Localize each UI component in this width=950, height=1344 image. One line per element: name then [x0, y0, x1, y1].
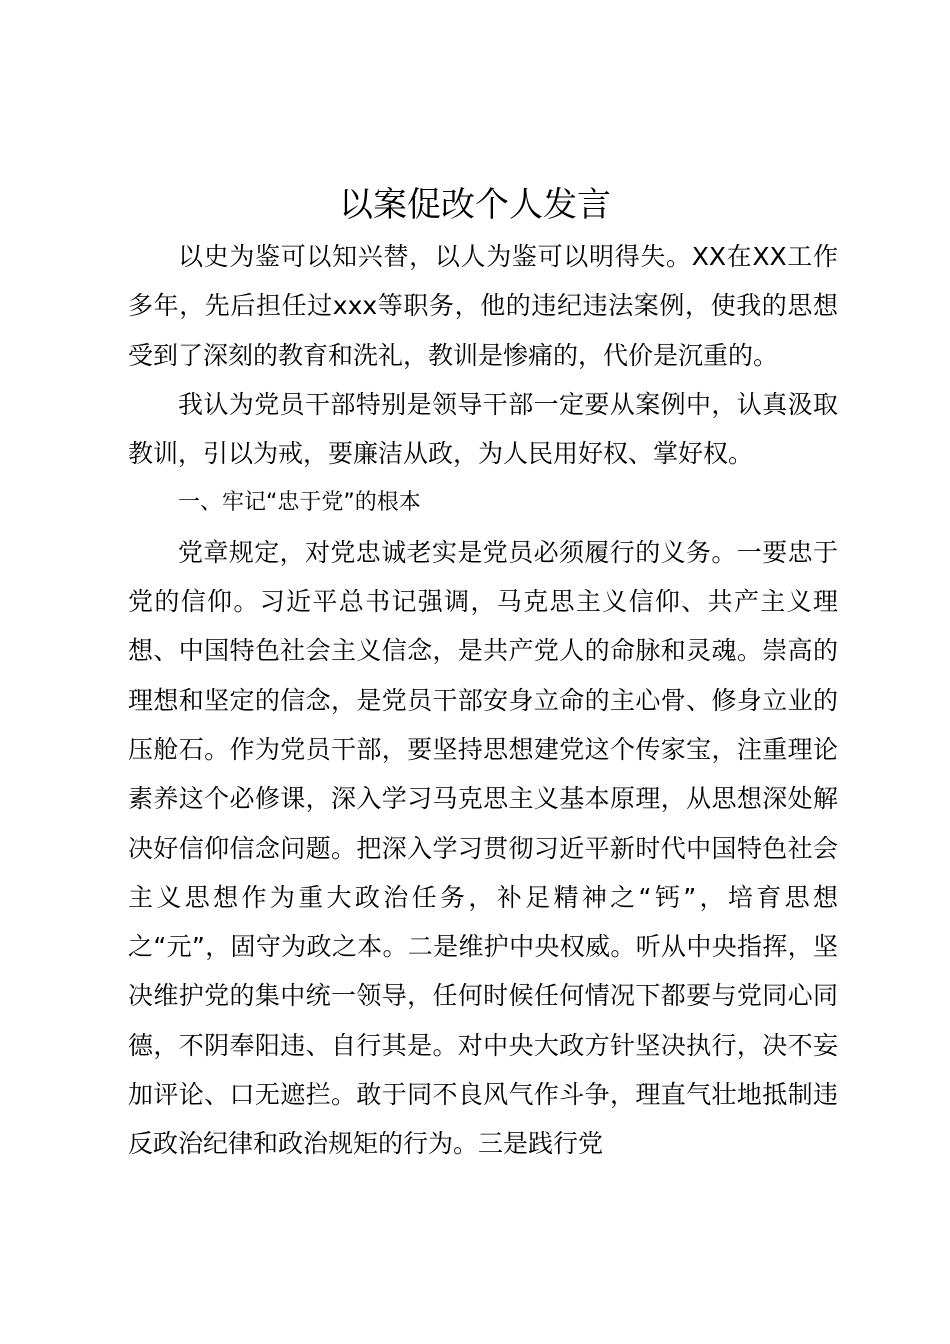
document-title: 以案促改个人发言: [339, 185, 611, 225]
document-body: [128, 232, 838, 1169]
paragraph-lesson: 我认为党员干部特别是领导干部一定要从案例中，认真汲取教训，引以为戒，要廉洁从政，为人民用好权、掌好权。: [128, 389, 838, 469]
paragraph-section-body: 党章规定，对党忠诚老实是党员必须履行的义务。一要忠于党的信仰。习近平总书记强调，马克思主义信仰、共产主义理想、中国特色社会主义信念，是共产党人的命脉和灵魂。崇高的理想和坚定的信念，是党员干部安身立命的主心骨、修身立业的压舱石。作为党员干部，要坚持思想建党这个传家宝，注重理论素养这个必修课，深入学习马克思主义基本原理，从思想深处解决好信仰信念问题。把深入学习贯彻习近平新时代中国特色社会主义思想作为重大政治任务，补足精神之“钙”，培育思想之“元”，固守为政之本。二是维护中央权威。听从中央指挥，坚决维护党的集中统一领导，任何时候任何情况下都要与党同心同德，不阴奉阳违、自行其是。对中央大政方针坚决执行，决不妄加评论、口无遮拦。敢于同不良风气作斗争，理直气壮地抵制违反政治纪律和政治规矩的行为。三是践行党: [128, 537, 838, 1159]
paragraph-intro: 以史为鉴可以知兴替，以人为鉴可以明得失。XX在XX工作多年，先后担任过xxx等职务，他的违纪违法案例，使我的思想受到了深刻的教育和洗礼，教训是惨痛的，代价是沉重的。: [128, 242, 838, 370]
section-heading: 一、牢记“忠于党”的根本: [178, 490, 421, 516]
